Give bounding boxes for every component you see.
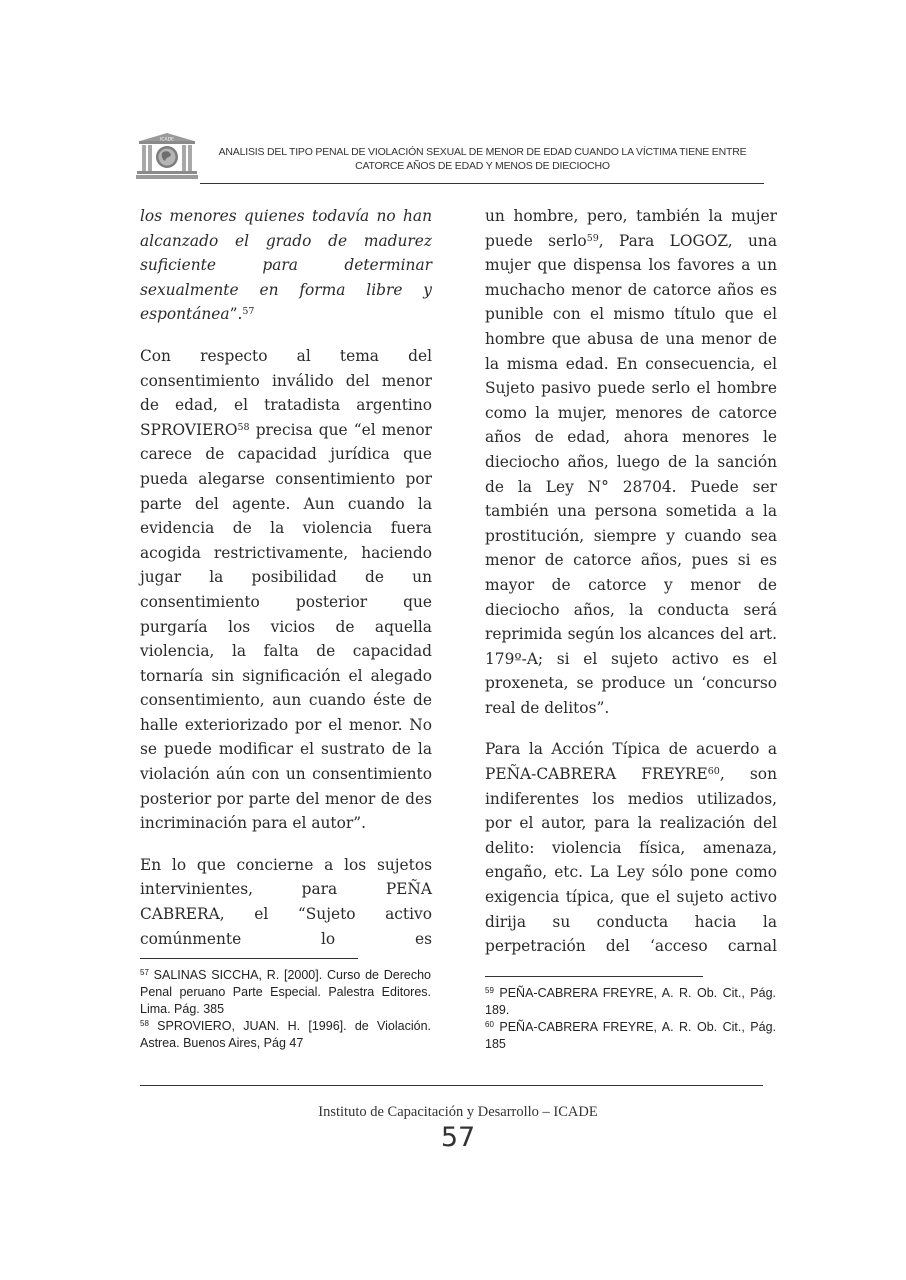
left-paragraph-1 [140,204,432,327]
footnote-rule-right [485,976,703,977]
footnotes-left [140,967,431,1052]
quote-italic: los menores quienes todavía no han alcanzado el grado de madurez suficiente para determinar sexualmente en forma libre y espontánea [140,207,432,324]
paragraph-text: , Para LOGOZ, una mujer que dispensa los favores a un muchacho menor de catorce años es punible con el mismo título que el hombre que abusa de una menor de la misma edad. En consecuencia, el Sujeto pasivo puede serlo el hombre como la mujer, menores de catorce años de edad, ahora menores le dieciocho años, luego de la sanción de la Ley N° 28704. Puede ser también una persona sometida a la prostitución, siempre y cuando sea menor de catorce años, pues si es mayor de catorce y menor de dieciocho años, la conducta será reprimida según los alcances del art. 179º-A; si el sujeto activo es el proxeneta, se produce un ‘concurso real de delitos”. [485,231,777,717]
icade-logo [136,131,198,181]
footnote-rule-left [140,958,358,959]
header-title-line-2: CATORCE AÑOS DE EDAD Y MENOS DE DIECIOCHO [355,160,610,172]
paragraph-text: Con respecto al tema del consentimiento inválido del menor de edad, el tratadista argentino SPROVIERO [140,346,432,439]
header-title-line-1: ANALISIS DEL TIPO PENAL DE VIOLACIÓN SEXUAL DE MENOR DE EDAD CUANDO LA VÍCTIMA TIENE ENTRE [218,146,747,158]
footnotes-right [485,985,776,1053]
left-column [140,204,432,951]
paragraph-text: precisa que “el menor carece de capacidad jurídica que pueda alegarse consentimiento por parte del agente. Aun cuando la evidencia de la violencia fuera acogida restrictivamente, haciendo jugar la posibilidad de un consentimiento posterior que purgaría los vicios de aquella violencia, la falta de capacidad tornaría sin significación el alegado consentimiento, aun cuando éste de halle exteriorizado por el menor. No se puede modificar el sustrato de la violación aún con un consentimiento posterior por parte del menor de des incriminación para el autor”. [140,420,432,833]
footnote-text: SPROVIERO, JUAN. H. [1996]. de Violación. Astrea. Buenos Aires, Pág 47 [140,1019,431,1050]
paragraph-text: Para la Acción Típica de acuerdo a PEÑA-CABRERA FREYRE [485,740,777,784]
right-column [485,204,777,959]
footnote-60 [485,1019,776,1053]
header-title [210,145,755,173]
footnote-text: PEÑA-CABRERA FREYRE, A. R. Ob. Cit., Pág. 185 [485,1020,776,1051]
svg-text:ICADE: ICADE [160,137,174,143]
paragraph-text: un hombre, pero, también la mujer puede serlo [485,207,777,250]
footnote-59 [485,985,776,1019]
header-rule [200,183,764,184]
right-paragraph-2 [485,737,777,958]
footnote-ref-58: 58 [237,421,250,433]
left-paragraph-2 [140,344,432,836]
footnote-text: SALINAS SICCHA, R. [2000]. Curso de Derecho Penal peruano Parte Especial. Palestra Editores. Lima. Pág. 385 [140,968,431,1016]
right-paragraph-1 [485,204,777,720]
footnote-number: 59 [485,986,494,995]
footnote-ref-57: 57 [242,306,255,318]
footnote-text: PEÑA-CABRERA FREYRE, A. R. Ob. Cit., Pág. 189. [485,986,776,1017]
footnote-57 [140,967,431,1018]
left-paragraph-3: En lo que concierne a los sujetos intervinientes, para PEÑA CABRERA, el “Sujeto activo comúnmente lo es [140,855,432,948]
quote-end: ”. [229,305,243,324]
footnote-58 [140,1018,431,1052]
page-number: 57 [440,1122,476,1153]
footnote-ref-59: 59 [586,232,599,244]
footnote-number: 58 [140,1019,149,1028]
paragraph-text: , son indiferentes los medios utilizados, por el autor, para la realización del delito: violencia física, amenaza, engaño, etc. La Ley sólo pone como exigencia típica, que el sujeto activo dirija su conducta hacia la perpetración del ‘acceso carnal [485,765,777,956]
footnote-number: 57 [140,968,149,977]
footer-institution: Instituto de Capacitación y Desarrollo – ICADE [318,1104,598,1120]
footnote-number: 60 [485,1020,494,1029]
footer-rule [140,1085,763,1086]
footnote-ref-60: 60 [707,766,720,778]
